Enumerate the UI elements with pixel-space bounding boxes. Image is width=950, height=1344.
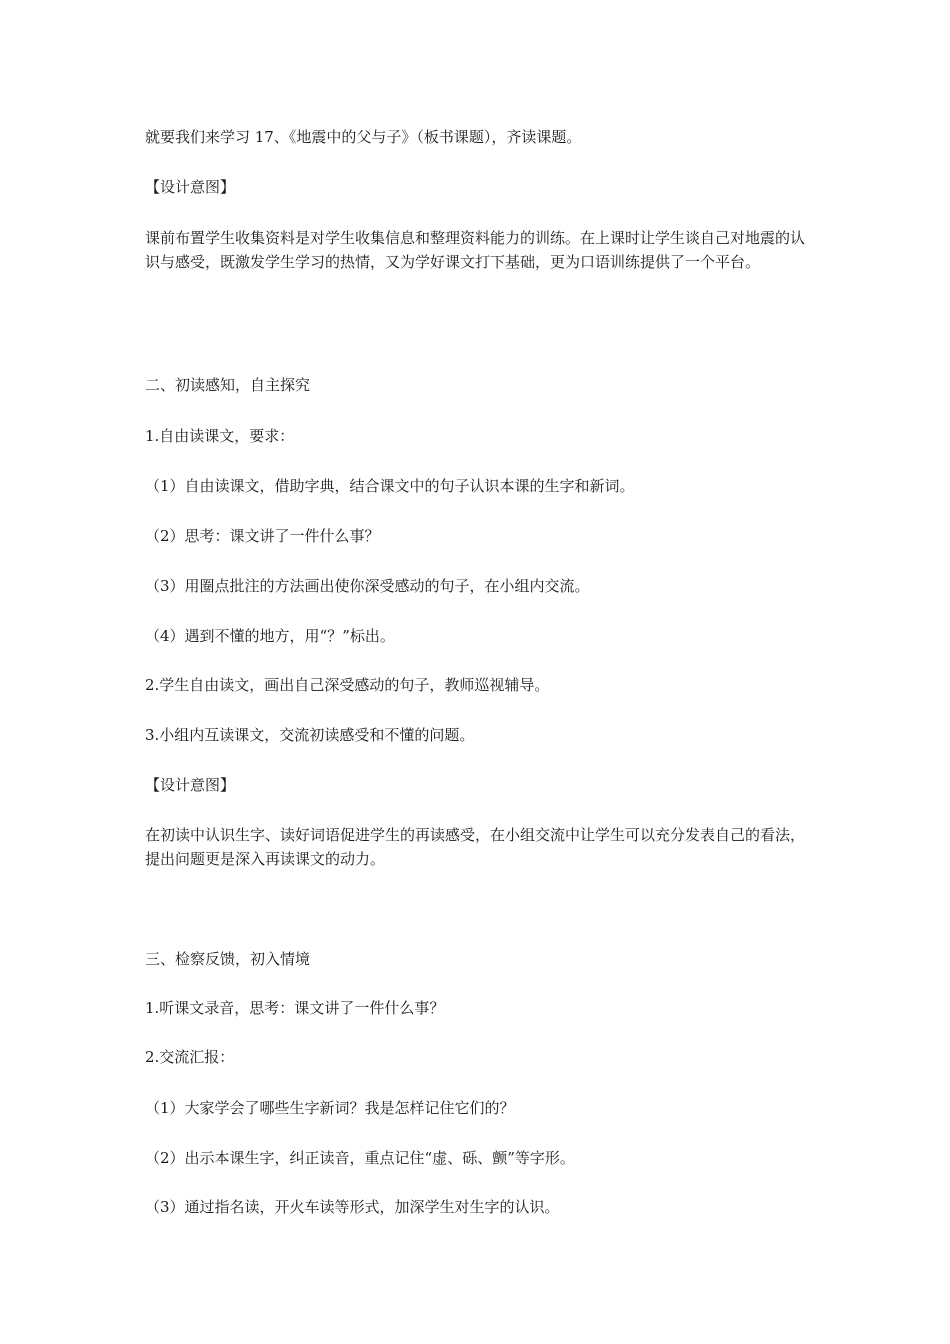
paragraph-design-intent-2: 在初读中认识生字、读好词语促进学生的再读感受，在小组交流中让学生可以充分发表自己的看法，提出问题更是深入再读课文的动力。 [145, 826, 806, 868]
sub-item-2: （2）思考：课文讲了一件什么事？ [145, 527, 380, 545]
report-sub-item-2: （2）出示本课生字，纠正读音，重点记住“虚、砾、颤”等字形。 [145, 1149, 575, 1167]
sub-item-4: （4）遇到不懂的地方，用“？”标出。 [145, 627, 395, 645]
heading-design-intent-1: 【设计意图】 [145, 178, 236, 196]
sub-item-3: （3）用圈点批注的方法画出使你深受感动的句子，在小组内交流。 [145, 577, 590, 595]
section-heading-3: 三、检察反馈，初入情境 [145, 950, 311, 968]
list-item-listen: 1.听课文录音，思考：课文讲了一件什么事？ [145, 999, 445, 1017]
heading-design-intent-2: 【设计意图】 [145, 776, 236, 794]
list-item-2: 2.学生自由读文，画出自己深受感动的句子，教师巡视辅导。 [145, 676, 550, 694]
paragraph-intro: 就要我们来学习 17、《地震中的父与子》（板书课题），齐读课题。 [145, 128, 582, 146]
list-item-3: 3.小组内互读课文，交流初读感受和不懂的问题。 [145, 726, 475, 744]
paragraph-design-intent-1: 课前布置学生收集资料是对学生收集信息和整理资料能力的训练。在上课时让学生谈自己对地震的认识与感受，既激发学生学习的热情，又为学好课文打下基础，更为口语训练提供了一个平台。 [145, 229, 806, 271]
section-heading-2: 二、初读感知，自主探究 [145, 376, 311, 394]
report-sub-item-3: （3）通过指名读，开火车读等形式，加深学生对生字的认识。 [145, 1198, 560, 1216]
sub-item-1: （1）自由读课文，借助字典，结合课文中的句子认识本课的生字和新词。 [145, 477, 635, 495]
list-item-1: 1.自由读课文，要求： [145, 427, 295, 445]
report-sub-item-1: （1）大家学会了哪些生字新词？我是怎样记住它们的？ [145, 1099, 515, 1117]
list-item-report: 2.交流汇报： [145, 1048, 235, 1066]
